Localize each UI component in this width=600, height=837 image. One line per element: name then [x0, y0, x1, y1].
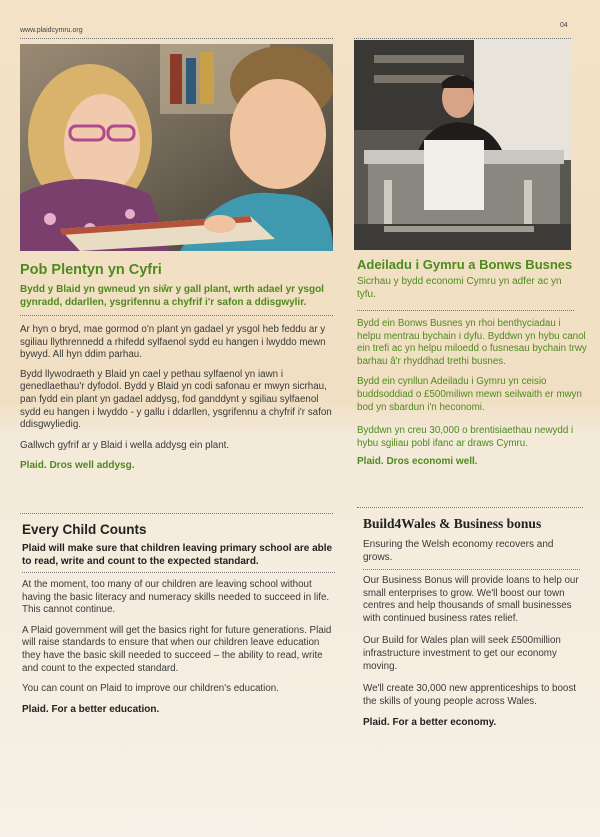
printing-machine-photo — [354, 40, 571, 250]
welsh-education-title: Pob Plentyn yn Cyfri — [20, 262, 162, 278]
welsh-economy-paragraph-1: Bydd ein Bonws Busnes yn rhoi benthyciadau i helpu mentrau bychain i dyfu. Byddwn yn hybu canol ein trefi ac yn helpu miloedd o fusnesau bychain trwy barhau â'r rhyddhad trethi busnes. — [357, 318, 587, 367]
english-right-top-rule — [357, 507, 583, 508]
welsh-right-rule — [357, 310, 574, 311]
children-reading-photo — [20, 44, 333, 251]
english-education-closing: Plaid. For a better education. — [22, 703, 160, 715]
header-url: www.plaidcymru.org — [20, 27, 83, 34]
english-education-paragraph-3: You can count on Plaid to improve our children's education. — [22, 683, 279, 695]
welsh-education-subtitle: Bydd y Blaid yn gwneud yn siŵr y gall plant, wrth adael yr ysgol gynradd, ddarllen, ysgrifennu a chyfrif i'r safon a ddisgwylir. — [20, 284, 324, 308]
page-number: 04 — [560, 22, 568, 29]
english-economy-closing: Plaid. For a better economy. — [363, 717, 497, 729]
english-economy-paragraph-3: We'll create 30,000 new apprenticeships to boost the skills of young people across Wales. — [363, 683, 576, 707]
welsh-education-paragraph-1: Ar hyn o bryd, mae gormod o'n plant yn gadael yr ysgol heb feddu ar y sgiliau llythrennedd a rhifedd sylfaenol sydd eu hangen i lwyddo mewn bywyd. All hyn ddim parhau. — [20, 324, 326, 361]
english-right-rule — [363, 569, 580, 570]
welsh-economy-title: Adeiladu i Gymru a Bonws Busnes — [357, 257, 573, 272]
english-education-subtitle: Plaid will make sure that children leaving primary school are able to read, write and count to the expected standard. — [22, 543, 333, 567]
english-education-paragraph-2: A Plaid government will get the basics right for future generations. Plaid will raise standards to ensure that when our children leave education they have the basic skill needed to succeed – the ability to read, write and count to the expected standard. — [22, 624, 332, 674]
english-education-paragraph-1: At the moment, too many of our children are leaving school without having the basic literacy and numeracy skills needed to succeed in life. This cannot continue. — [22, 579, 330, 616]
english-economy-subtitle: Ensuring the Welsh economy recovers and grows. — [363, 539, 554, 563]
welsh-education-closing: Plaid. Dros well addysg. — [20, 460, 135, 472]
welsh-economy-paragraph-2: Bydd ein cynllun Adeiladu i Gymru yn ceisio buddsoddiad o £500miliwn mewn seilwaith er mwyn bod yn sbardun i'n heconomi. — [357, 376, 582, 413]
welsh-economy-paragraph-3: Byddwn yn creu 30,000 o brentisiaethau newydd i hybu sgiliau pobl ifanc ar draws Cymru. — [357, 425, 574, 449]
welsh-education-paragraph-3: Gallwch gyfrif ar y Blaid i wella addysg ein plant. — [20, 439, 230, 451]
header-rule-right — [354, 38, 571, 39]
welsh-education-section — [20, 262, 338, 471]
english-economy-paragraph-2: Our Build for Wales plan will seek £500million infrastructure investment to get our economy moving. — [363, 635, 561, 672]
welsh-left-rule — [20, 315, 333, 316]
welsh-economy-section — [357, 257, 587, 467]
welsh-economy-closing: Plaid. Dros economi well. — [357, 456, 478, 468]
english-economy-paragraph-1: Our Business Bonus will provide loans to help our small enterprises to grow. We'll boost our town centres and help thousands of small businesses with continued business rates relief. — [363, 575, 579, 624]
welsh-economy-subtitle: Sicrhau y bydd economi Cymru yn adfer ac yn tyfu. — [357, 276, 562, 300]
header-rule-left — [20, 38, 333, 39]
english-left-top-rule — [20, 513, 333, 514]
english-left-rule — [22, 572, 335, 573]
english-economy-section — [363, 516, 593, 728]
welsh-education-paragraph-2: Bydd llywodraeth y Blaid yn cael y pethau sylfaenol yn iawn i genedlaethau'r dyfodol. Bydd y Blaid yn codi safonau er mwyn sicrhau, pan fydd ein plant yn gadael addysg, fod ganddynt y sgiliau sylfaenol sydd eu hangen i lwyddo - y gallu i ddarllen, ysgrifennu a chyfrif i'r safon ddisgwyliedig. — [20, 368, 332, 431]
english-education-section — [22, 522, 340, 715]
english-education-title: Every Child Counts — [22, 522, 147, 537]
english-economy-title: Build4Wales & Business bonus — [363, 516, 542, 531]
